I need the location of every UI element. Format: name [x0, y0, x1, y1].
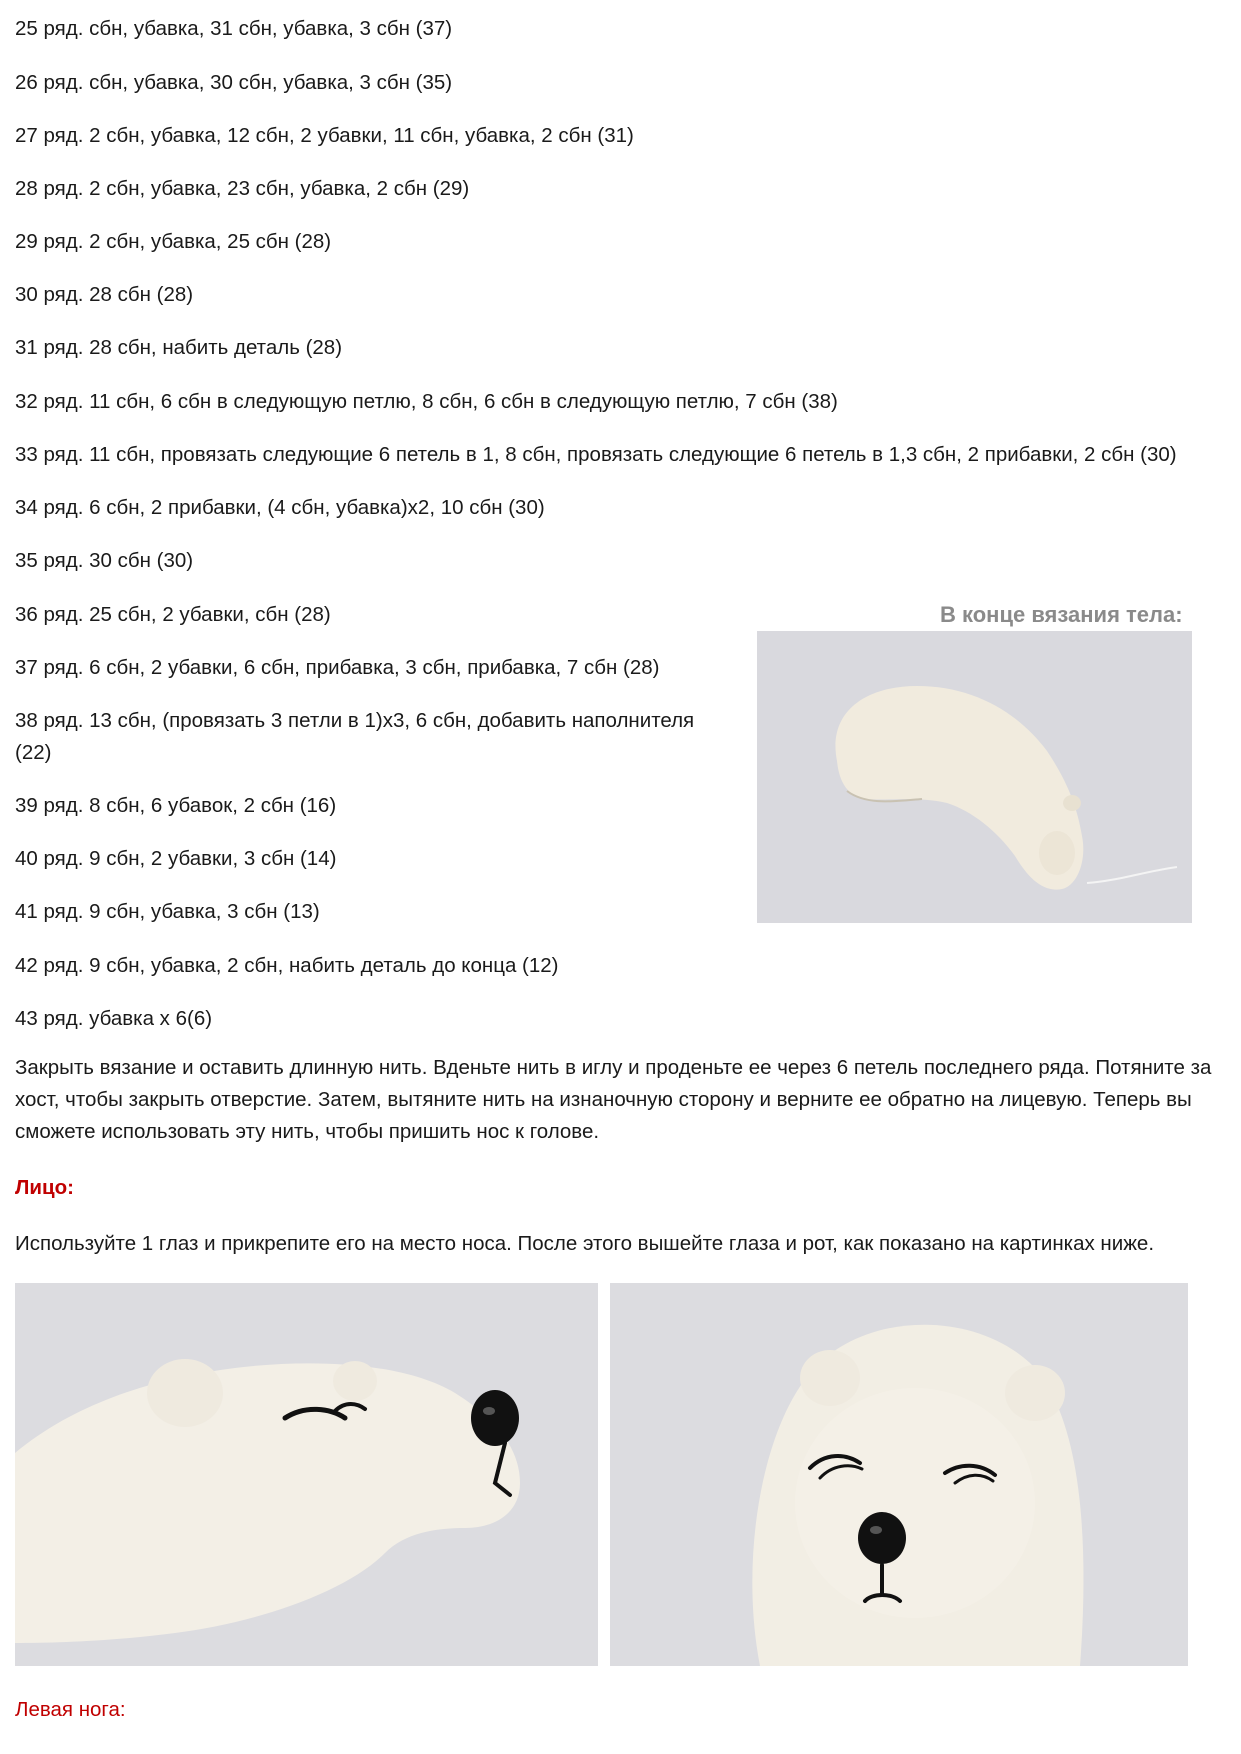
pattern-row-34: 34 ряд. 6 сбн, 2 прибавки, (4 сбн, убавка)х2, 10 сбн (30)	[15, 496, 545, 519]
pattern-row-42: 42 ряд. 9 сбн, убавка, 2 сбн, набить деталь до конца (12)	[15, 954, 559, 977]
left-leg-heading: Левая нога:	[15, 1698, 126, 1721]
pattern-row-39: 39 ряд. 8 сбн, 6 убавок, 2 сбн (16)	[15, 794, 337, 817]
face-front-photo	[610, 1283, 1188, 1666]
pattern-row-33: 33 ряд. 11 сбн, провязать следующие 6 петель в 1, 8 сбн, провязать следующие 6 петель в 1,3 сбн, 2 прибавки, 2 сбн (30)	[15, 443, 1177, 466]
face-heading: Лицо:	[15, 1176, 74, 1199]
pattern-row-31: 31 ряд. 28 сбн, набить деталь (28)	[15, 336, 343, 359]
closing-instructions: Закрыть вязание и оставить длинную нить. Вденьте нить в иглу и проденьте ее через 6 петель последнего ряда. Потяните за хост, чтобы закрыть отверстие. Затем, вытяните нить на изнаночную сторону и верните ее обратно на лицевую. Теперь вы сможете использовать эту нить, чтобы пришить нос к голове.	[15, 1056, 1212, 1143]
pattern-row-28: 28 ряд. 2 сбн, убавка, 23 сбн, убавка, 2 сбн (29)	[15, 177, 470, 200]
pattern-row-27: 27 ряд. 2 сбн, убавка, 12 сбн, 2 убавки, 11 сбн, убавка, 2 сбн (31)	[15, 124, 634, 147]
bear-side-illustration	[15, 1283, 598, 1666]
face-instructions: Используйте 1 глаз и прикрепите его на место носа. После этого вышейте глаза и рот, как показано на картинках ниже.	[15, 1232, 1155, 1255]
pattern-row-32: 32 ряд. 11 сбн, 6 сбн в следующую петлю, 8 сбн, 6 сбн в следующую петлю, 7 сбн (38)	[15, 390, 838, 413]
pattern-row-30: 30 ряд. 28 сбн (28)	[15, 283, 194, 306]
pattern-row-26: 26 ряд. сбн, убавка, 30 сбн, убавка, 3 сбн (35)	[15, 71, 453, 94]
pattern-row-40: 40 ряд. 9 сбн, 2 убавки, 3 сбн (14)	[15, 847, 337, 870]
stuffed-body-illustration	[757, 631, 1192, 923]
body-photo-caption: В конце вязания тела:	[940, 602, 1183, 627]
pattern-row-38: 38 ряд. 13 сбн, (провязать 3 петли в 1)х3, 6 сбн, добавить наполнителя (22)	[15, 709, 695, 764]
pattern-row-35: 35 ряд. 30 сбн (30)	[15, 549, 194, 572]
bear-front-illustration	[610, 1283, 1188, 1666]
pattern-row-29: 29 ряд. 2 сбн, убавка, 25 сбн (28)	[15, 230, 332, 253]
pattern-row-25: 25 ряд. сбн, убавка, 31 сбн, убавка, 3 сбн (37)	[15, 17, 453, 40]
face-side-photo	[15, 1283, 598, 1666]
pattern-row-36: 36 ряд. 25 сбн, 2 убавки, сбн (28)	[15, 603, 331, 626]
pattern-row-41: 41 ряд. 9 сбн, убавка, 3 сбн (13)	[15, 900, 320, 923]
body-photo	[757, 631, 1192, 923]
pattern-row-37: 37 ряд. 6 сбн, 2 убавки, 6 сбн, прибавка, 3 сбн, прибавка, 7 сбн (28)	[15, 656, 660, 679]
pattern-row-43: 43 ряд. убавка х 6(6)	[15, 1007, 213, 1030]
